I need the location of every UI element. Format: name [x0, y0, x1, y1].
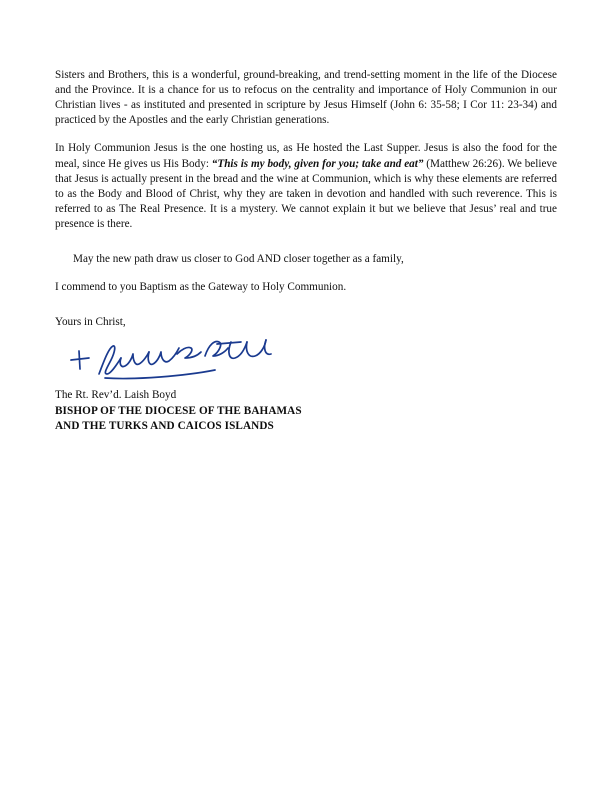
signer-title-line-1: BISHOP OF THE DIOCESE OF THE BAHAMAS [55, 404, 302, 417]
scripture-quote: “This is my body, given for you; take and eat” [211, 157, 424, 170]
paragraph-communion [55, 141, 557, 232]
handwritten-signature-icon [65, 334, 285, 386]
signer-name: The Rt. Rev’d. Laish Boyd [55, 389, 177, 402]
signer-title-line-2: AND THE TURKS AND CAICOS ISLANDS [55, 419, 274, 432]
paragraph-diocese [55, 68, 557, 128]
paragraph-communion-text-1: In Holy Communion Jesus is the one hosting us, as He hosted the Last Supper. Jesus is also the food for the meal, since He gives us His Body: [55, 142, 557, 170]
paragraph-newpath-text: May the new path draw us closer to God AND closer together as a family, [73, 253, 404, 266]
paragraph-newpath [55, 252, 557, 267]
closing-line: Yours in Christ, [55, 316, 126, 329]
closing-spacer [55, 308, 557, 315]
paragraph-commend-text: I commend to you Baptism as the Gateway to Holy Communion. [55, 281, 347, 294]
letter-body [55, 68, 557, 434]
signature-block [55, 334, 557, 386]
paragraph-communion-text-2: (Matthew 26:26). We believe that Jesus is actually present in the bread and the wine at Communion, which is why these elements are referred to as the Body and Blood of Christ, why they are taken in devotion and handled with such reverence. This is referred to as The Real Presence. It is a mystery. We cannot explain it but we believe that Jesus’ real and true presence is there. [55, 157, 557, 230]
paragraph-diocese-text: Sisters and Brothers, this is a wonderful, ground-breaking, and trend-setting moment in the life of the Diocese and the Province. It is a chance for us to refocus on the centrality and importance of Holy Communion in our Christian lives - as instituted and presented in scripture by Jesus Himself (John 6: 35-58; I Cor 11: 23-34) and practiced by the Apostles and the early Christian generations. [55, 69, 557, 127]
paragraph-commend [55, 280, 557, 295]
paragraph-spacer [55, 245, 557, 252]
